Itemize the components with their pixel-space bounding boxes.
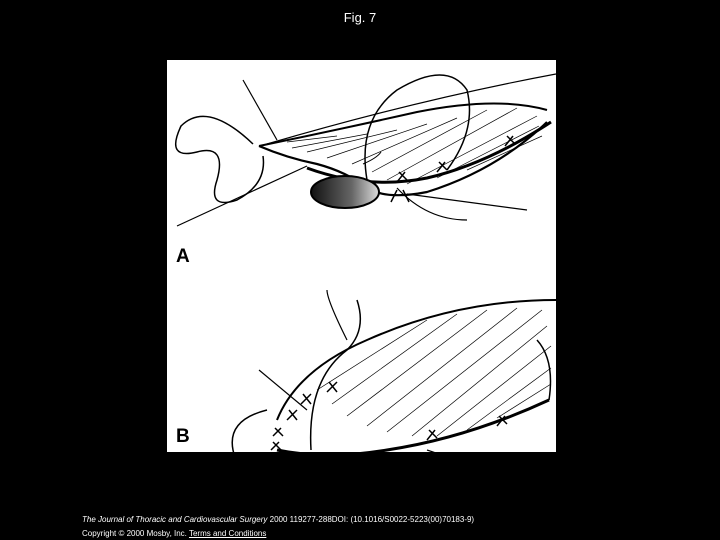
panel-a-label: A	[176, 246, 190, 267]
panel-b-drawing	[232, 290, 556, 452]
copyright-text: Copyright © 2000 Mosby, Inc.	[82, 529, 189, 538]
illustration-drawing	[167, 60, 556, 452]
copyright-line	[82, 529, 266, 538]
terms-link[interactable]: Terms and Conditions	[188, 529, 267, 538]
panel-a-drawing	[176, 74, 556, 226]
citation-line	[82, 515, 474, 524]
figure-title: Fig. 7	[343, 10, 377, 25]
panel-b-label: B	[176, 426, 190, 447]
citation-details: 2000 119277-288DOI: (10.1016/S0022-5223(00)70183-9)	[267, 515, 475, 524]
journal-name: The Journal of Thoracic and Cardiovascular Surgery	[82, 515, 268, 524]
surgical-illustration	[167, 60, 556, 452]
